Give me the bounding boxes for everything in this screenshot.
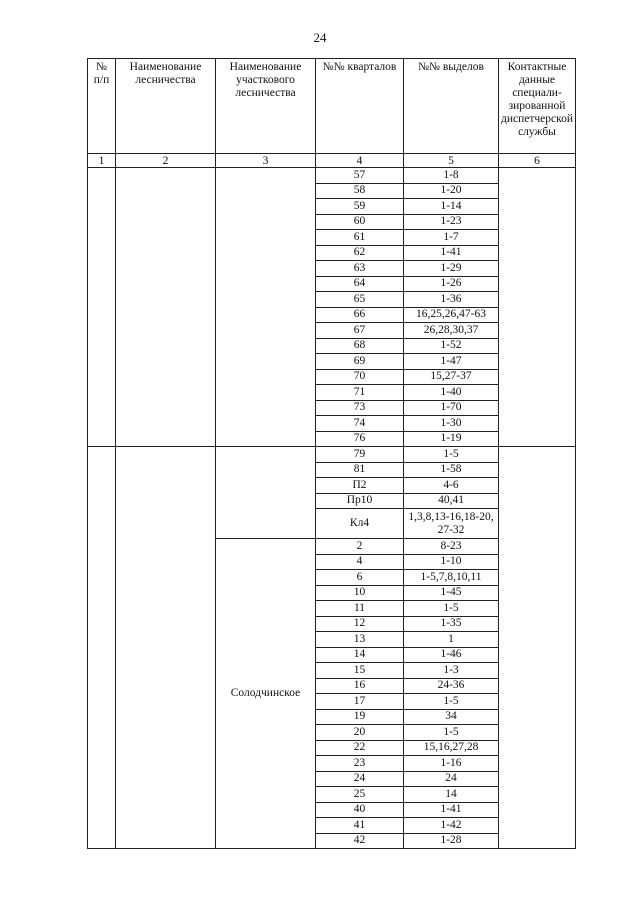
kvartal-cell: 41: [316, 818, 404, 834]
vydel-cell: 1-29: [404, 261, 499, 277]
kvartal-cell: 63: [316, 261, 404, 277]
vydel-cell: 1-10: [404, 554, 499, 570]
kvartal-cell: 17: [316, 694, 404, 710]
kvartal-cell: 59: [316, 199, 404, 215]
kvartal-cell: 68: [316, 338, 404, 354]
vydel-cell: 1-45: [404, 585, 499, 601]
vydel-cell: 1-46: [404, 647, 499, 663]
kvartal-cell: 81: [316, 462, 404, 478]
kvartal-cell: 4: [316, 554, 404, 570]
vydel-cell: 1-16: [404, 756, 499, 772]
kvartal-cell: 73: [316, 400, 404, 416]
vydel-cell: 40,41: [404, 493, 499, 509]
column-number-row: [88, 154, 576, 168]
table-body: [88, 168, 576, 849]
vydel-cell: 1-40: [404, 385, 499, 401]
vydel-cell: 1-7: [404, 230, 499, 246]
vydel-cell: 1-70: [404, 400, 499, 416]
dispatch-contact-cell: [499, 447, 576, 849]
kvartal-cell: Пр10: [316, 493, 404, 509]
vydel-cell: 1-30: [404, 416, 499, 432]
kvartal-cell: 24: [316, 771, 404, 787]
header-vydels: №№ выделов: [404, 59, 499, 154]
kvartal-cell: 19: [316, 709, 404, 725]
kvartal-cell: 14: [316, 647, 404, 663]
kvartal-cell: 67: [316, 323, 404, 339]
vydel-cell: 1-3: [404, 663, 499, 679]
kvartal-cell: 64: [316, 276, 404, 292]
kvartal-cell: 65: [316, 292, 404, 308]
district-forestry-cell: [216, 168, 316, 447]
header-forestry-name: Наименование лесничества: [116, 59, 216, 154]
vydel-cell: 1-41: [404, 802, 499, 818]
vydel-cell: 8-23: [404, 539, 499, 555]
column-number: 2: [116, 154, 216, 168]
forestry-name-cell: [116, 168, 216, 447]
vydel-cell: 14: [404, 787, 499, 803]
kvartal-cell: 22: [316, 740, 404, 756]
vydel-cell: 34: [404, 709, 499, 725]
vydel-cell: 1-5: [404, 725, 499, 741]
kvartal-cell: 23: [316, 756, 404, 772]
vydel-cell: 1-35: [404, 616, 499, 632]
kvartal-cell: 25: [316, 787, 404, 803]
number-cell: [88, 447, 116, 849]
vydel-cell: 1-52: [404, 338, 499, 354]
column-number: 4: [316, 154, 404, 168]
kvartal-cell: 58: [316, 183, 404, 199]
vydel-cell: 16,25,26,47-63: [404, 307, 499, 323]
kvartal-cell: 71: [316, 385, 404, 401]
kvartal-cell: 16: [316, 678, 404, 694]
kvartal-cell: 76: [316, 431, 404, 447]
header-district-forestry-name: Наименование участкового лесничества: [216, 59, 316, 154]
vydel-cell: 26,28,30,37: [404, 323, 499, 339]
vydel-cell: 1: [404, 632, 499, 648]
forestry-name-cell: [116, 447, 216, 849]
vydel-cell: 4-6: [404, 478, 499, 494]
dispatch-contact-cell: [499, 168, 576, 447]
kvartal-cell: 2: [316, 539, 404, 555]
kvartal-cell: 69: [316, 354, 404, 370]
kvartal-cell: 12: [316, 616, 404, 632]
header-dispatch-contacts: Контактные данные специали-зированной диспетчерской службы: [499, 59, 576, 154]
kvartal-cell: 79: [316, 447, 404, 463]
column-number: 1: [88, 154, 116, 168]
vydel-cell: 1-14: [404, 199, 499, 215]
kvartal-cell: 57: [316, 168, 404, 184]
vydel-cell: 1-20: [404, 183, 499, 199]
vydel-cell: 1-28: [404, 833, 499, 849]
kvartal-cell: П2: [316, 478, 404, 494]
forestry-register-table: [87, 58, 576, 849]
kvartal-cell: 10: [316, 585, 404, 601]
vydel-cell: 1-47: [404, 354, 499, 370]
kvartal-cell: 61: [316, 230, 404, 246]
header-kvartals: №№ кварталов: [316, 59, 404, 154]
vydel-cell: 1-36: [404, 292, 499, 308]
kvartal-cell: 66: [316, 307, 404, 323]
vydel-cell: 1-8: [404, 168, 499, 184]
vydel-cell: 24-36: [404, 678, 499, 694]
vydel-cell: 1-5: [404, 447, 499, 463]
column-number: 5: [404, 154, 499, 168]
table-row: [88, 447, 576, 463]
kvartal-cell: 20: [316, 725, 404, 741]
vydel-cell: 1-26: [404, 276, 499, 292]
kvartal-cell: 15: [316, 663, 404, 679]
kvartal-cell: 13: [316, 632, 404, 648]
kvartal-cell: Кл4: [316, 509, 404, 539]
kvartal-cell: 11: [316, 601, 404, 617]
kvartal-cell: 62: [316, 245, 404, 261]
vydel-cell: 1-42: [404, 818, 499, 834]
vydel-cell: 1-19: [404, 431, 499, 447]
vydel-cell: 1-23: [404, 214, 499, 230]
header-row: [88, 59, 576, 154]
vydel-cell: 1,3,8,13-16,18-20, 27-32: [404, 509, 499, 539]
district-forestry-cell: Солодчинское: [216, 539, 316, 849]
header-number: № п/п: [88, 59, 116, 154]
kvartal-cell: 42: [316, 833, 404, 849]
kvartal-cell: 6: [316, 570, 404, 586]
number-cell: [88, 168, 116, 447]
table-row: [88, 168, 576, 184]
district-forestry-cell: [216, 447, 316, 539]
vydel-cell: 24: [404, 771, 499, 787]
kvartal-cell: 70: [316, 369, 404, 385]
kvartal-cell: 74: [316, 416, 404, 432]
vydel-cell: 15,16,27,28: [404, 740, 499, 756]
page-number: 24: [313, 30, 327, 45]
vydel-cell: 1-41: [404, 245, 499, 261]
vydel-cell: 1-5: [404, 601, 499, 617]
kvartal-cell: 60: [316, 214, 404, 230]
vydel-cell: 1-5: [404, 694, 499, 710]
vydel-cell: 15,27-37: [404, 369, 499, 385]
column-number: 3: [216, 154, 316, 168]
kvartal-cell: 40: [316, 802, 404, 818]
vydel-cell: 1-58: [404, 462, 499, 478]
vydel-cell: 1-5,7,8,10,11: [404, 570, 499, 586]
column-number: 6: [499, 154, 576, 168]
